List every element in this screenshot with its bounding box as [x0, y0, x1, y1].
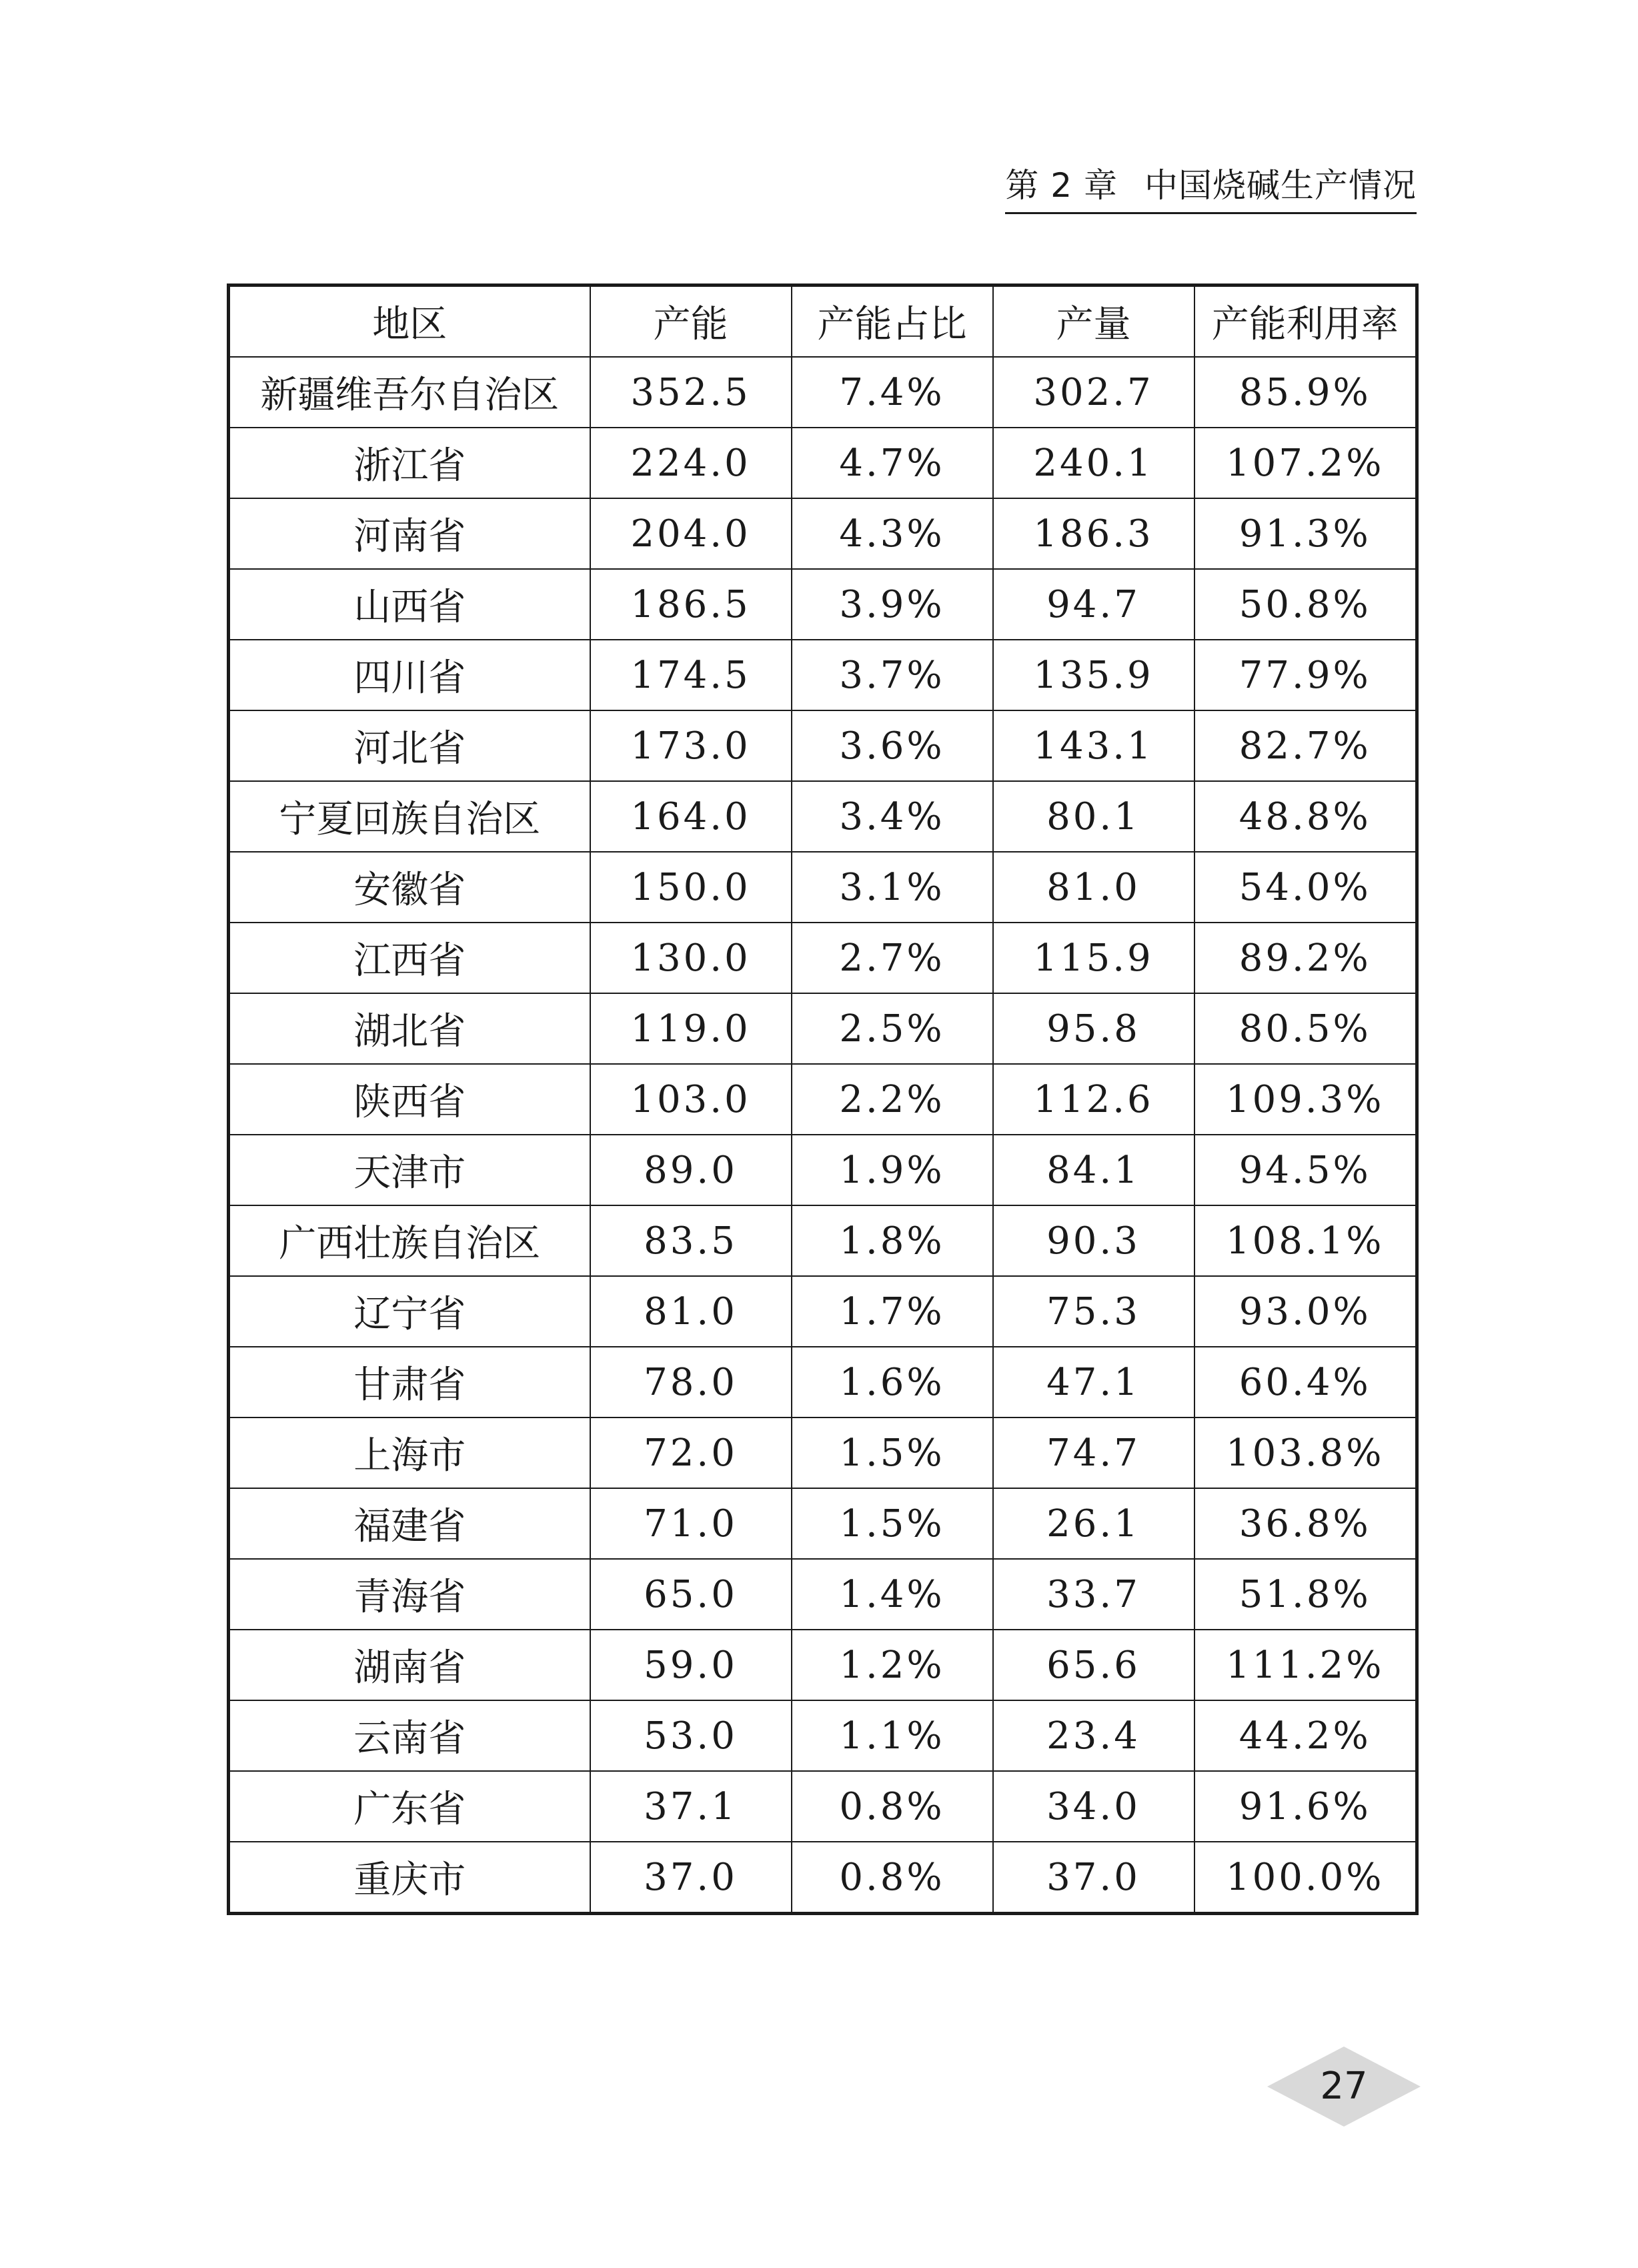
cell-region: 甘肃省 [229, 1347, 590, 1418]
cell-capacity-share: 1.6% [792, 1347, 993, 1418]
cell-capacity: 59.0 [590, 1630, 792, 1700]
cell-region: 重庆市 [229, 1842, 590, 1914]
table-row [229, 852, 1417, 923]
table-row [229, 710, 1417, 781]
cell-utilization: 91.6% [1194, 1771, 1417, 1842]
table-row [229, 1488, 1417, 1559]
table-row [229, 1135, 1417, 1205]
cell-capacity-share: 0.8% [792, 1771, 993, 1842]
cell-capacity-share: 1.1% [792, 1700, 993, 1771]
cell-utilization: 60.4% [1194, 1347, 1417, 1418]
table-row [229, 1064, 1417, 1135]
cell-region: 宁夏回族自治区 [229, 781, 590, 852]
cell-output: 135.9 [993, 640, 1194, 710]
cell-utilization: 82.7% [1194, 710, 1417, 781]
cell-utilization: 77.9% [1194, 640, 1417, 710]
cell-utilization: 54.0% [1194, 852, 1417, 923]
cell-capacity-share: 3.4% [792, 781, 993, 852]
cell-output: 84.1 [993, 1135, 1194, 1205]
cell-output: 80.1 [993, 781, 1194, 852]
table-row [229, 1276, 1417, 1347]
cell-region: 陕西省 [229, 1064, 590, 1135]
cell-capacity: 173.0 [590, 710, 792, 781]
column-header-capacity: 产能 [590, 286, 792, 358]
cell-utilization: 100.0% [1194, 1842, 1417, 1914]
column-header-region: 地区 [229, 286, 590, 358]
table-row [229, 569, 1417, 640]
cell-capacity-share: 2.7% [792, 923, 993, 993]
cell-capacity: 164.0 [590, 781, 792, 852]
page-number-badge [1267, 2047, 1421, 2127]
table-body [229, 357, 1417, 1914]
table-row [229, 357, 1417, 428]
cell-utilization: 107.2% [1194, 428, 1417, 498]
table-row [229, 1700, 1417, 1771]
cell-utilization: 89.2% [1194, 923, 1417, 993]
cell-region: 新疆维吾尔自治区 [229, 357, 590, 428]
cell-output: 47.1 [993, 1347, 1194, 1418]
table-row [229, 1771, 1417, 1842]
cell-capacity: 130.0 [590, 923, 792, 993]
cell-region: 湖北省 [229, 993, 590, 1064]
cell-capacity: 72.0 [590, 1418, 792, 1488]
cell-capacity: 119.0 [590, 993, 792, 1064]
cell-output: 34.0 [993, 1771, 1194, 1842]
cell-utilization: 80.5% [1194, 993, 1417, 1064]
table-row [229, 498, 1417, 569]
cell-capacity-share: 4.7% [792, 428, 993, 498]
cell-region: 广东省 [229, 1771, 590, 1842]
cell-region: 河南省 [229, 498, 590, 569]
cell-output: 37.0 [993, 1842, 1194, 1914]
cell-output: 26.1 [993, 1488, 1194, 1559]
cell-capacity: 186.5 [590, 569, 792, 640]
table-row [229, 1347, 1417, 1418]
cell-capacity-share: 4.3% [792, 498, 993, 569]
cell-capacity-share: 3.9% [792, 569, 993, 640]
cell-output: 143.1 [993, 710, 1194, 781]
cell-utilization: 36.8% [1194, 1488, 1417, 1559]
cell-capacity: 37.1 [590, 1771, 792, 1842]
cell-region: 云南省 [229, 1700, 590, 1771]
cell-output: 112.6 [993, 1064, 1194, 1135]
cell-output: 95.8 [993, 993, 1194, 1064]
cell-capacity: 78.0 [590, 1347, 792, 1418]
cell-utilization: 111.2% [1194, 1630, 1417, 1700]
cell-capacity-share: 0.8% [792, 1842, 993, 1914]
cell-capacity-share: 1.7% [792, 1276, 993, 1347]
cell-output: 90.3 [993, 1205, 1194, 1276]
cell-capacity: 53.0 [590, 1700, 792, 1771]
cell-region: 辽宁省 [229, 1276, 590, 1347]
table-row [229, 781, 1417, 852]
cell-region: 青海省 [229, 1559, 590, 1630]
cell-capacity-share: 7.4% [792, 357, 993, 428]
cell-capacity: 103.0 [590, 1064, 792, 1135]
cell-capacity-share: 1.8% [792, 1205, 993, 1276]
cell-region: 浙江省 [229, 428, 590, 498]
table-row [229, 1205, 1417, 1276]
cell-region: 安徽省 [229, 852, 590, 923]
cell-output: 33.7 [993, 1559, 1194, 1630]
cell-region: 山西省 [229, 569, 590, 640]
cell-capacity-share: 1.9% [792, 1135, 993, 1205]
cell-utilization: 50.8% [1194, 569, 1417, 640]
cell-utilization: 91.3% [1194, 498, 1417, 569]
cell-region: 福建省 [229, 1488, 590, 1559]
column-header-capacity-share: 产能占比 [792, 286, 993, 358]
cell-capacity: 352.5 [590, 357, 792, 428]
cell-output: 74.7 [993, 1418, 1194, 1488]
table-row [229, 1630, 1417, 1700]
cell-capacity-share: 1.2% [792, 1630, 993, 1700]
table-row [229, 1418, 1417, 1488]
table-header-row [229, 286, 1417, 358]
cell-utilization: 103.8% [1194, 1418, 1417, 1488]
table-row [229, 640, 1417, 710]
capacity-table [227, 284, 1419, 1915]
chapter-number: 第 2 章 [1005, 166, 1118, 205]
cell-capacity: 150.0 [590, 852, 792, 923]
cell-output: 81.0 [993, 852, 1194, 923]
cell-output: 240.1 [993, 428, 1194, 498]
chapter-title: 中国烧碱生产情况 [1144, 166, 1417, 205]
cell-region: 河北省 [229, 710, 590, 781]
table-row [229, 1842, 1417, 1914]
cell-capacity: 204.0 [590, 498, 792, 569]
cell-capacity: 83.5 [590, 1205, 792, 1276]
cell-capacity: 174.5 [590, 640, 792, 710]
page-number: 27 [1320, 2065, 1368, 2108]
table-row [229, 923, 1417, 993]
cell-capacity: 65.0 [590, 1559, 792, 1630]
cell-capacity-share: 3.6% [792, 710, 993, 781]
cell-region: 湖南省 [229, 1630, 590, 1700]
cell-capacity-share: 1.4% [792, 1559, 993, 1630]
cell-output: 115.9 [993, 923, 1194, 993]
cell-output: 75.3 [993, 1276, 1194, 1347]
cell-capacity-share: 2.2% [792, 1064, 993, 1135]
cell-region: 江西省 [229, 923, 590, 993]
running-header [1005, 165, 1417, 214]
cell-utilization: 94.5% [1194, 1135, 1417, 1205]
cell-utilization: 48.8% [1194, 781, 1417, 852]
cell-capacity-share: 2.5% [792, 993, 993, 1064]
cell-region: 四川省 [229, 640, 590, 710]
cell-output: 186.3 [993, 498, 1194, 569]
cell-capacity: 224.0 [590, 428, 792, 498]
column-header-utilization: 产能利用率 [1194, 286, 1417, 358]
cell-capacity-share: 1.5% [792, 1418, 993, 1488]
cell-region: 上海市 [229, 1418, 590, 1488]
cell-capacity: 81.0 [590, 1276, 792, 1347]
cell-region: 广西壮族自治区 [229, 1205, 590, 1276]
cell-capacity: 89.0 [590, 1135, 792, 1205]
cell-capacity: 37.0 [590, 1842, 792, 1914]
cell-output: 94.7 [993, 569, 1194, 640]
cell-utilization: 93.0% [1194, 1276, 1417, 1347]
cell-utilization: 109.3% [1194, 1064, 1417, 1135]
cell-utilization: 44.2% [1194, 1700, 1417, 1771]
cell-output: 23.4 [993, 1700, 1194, 1771]
column-header-output: 产量 [993, 286, 1194, 358]
cell-capacity-share: 3.7% [792, 640, 993, 710]
cell-capacity-share: 3.1% [792, 852, 993, 923]
table-row [229, 993, 1417, 1064]
cell-utilization: 108.1% [1194, 1205, 1417, 1276]
cell-output: 65.6 [993, 1630, 1194, 1700]
cell-utilization: 85.9% [1194, 357, 1417, 428]
table-row [229, 428, 1417, 498]
cell-capacity-share: 1.5% [792, 1488, 993, 1559]
cell-utilization: 51.8% [1194, 1559, 1417, 1630]
cell-output: 302.7 [993, 357, 1194, 428]
cell-region: 天津市 [229, 1135, 590, 1205]
cell-capacity: 71.0 [590, 1488, 792, 1559]
table-row [229, 1559, 1417, 1630]
